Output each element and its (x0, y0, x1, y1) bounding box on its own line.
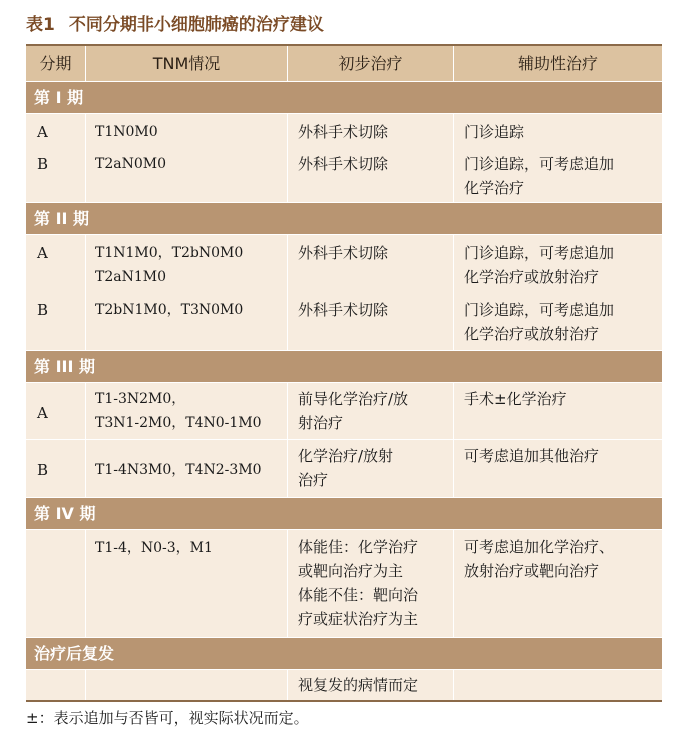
sub-stage (26, 670, 86, 700)
stage-header-row (26, 638, 662, 669)
initial-treatment-cell (288, 114, 454, 202)
initial-treatment: 外科手术切除 (298, 244, 389, 262)
adjuvant-treatment: 手术±化学治疗 (464, 390, 567, 408)
sub-stage-cell (26, 235, 86, 350)
adjuvant-treatment-cell (454, 114, 662, 202)
adjuvant-treatment: 化学治疗 (464, 179, 525, 197)
tnm-cell (86, 383, 288, 439)
initial-treatment-cell (288, 383, 454, 439)
adjuvant-treatment: 门诊追踪 (464, 123, 525, 141)
adjuvant-treatment-cell (454, 670, 662, 700)
adjuvant-treatment-cell (454, 235, 662, 350)
tnm-value: T1-4N3M0，T4N2-3M0 (86, 440, 288, 497)
tnm-value: T3N1-2M0，T4N0-1M0 (95, 415, 262, 431)
table-caption (26, 10, 324, 40)
tnm-value: T1-3N2M0， (95, 391, 186, 407)
stage-header-row (26, 351, 662, 382)
tnm-value: T1N1M0，T2bN0M0 (95, 245, 244, 261)
tnm-cell (86, 114, 288, 202)
initial-treatment: 或靶向治疗为主 (298, 562, 404, 580)
adjuvant-treatment: 门诊追踪，可考虑追加 (464, 155, 615, 173)
row-divider (26, 439, 662, 440)
tnm-cell (86, 670, 288, 700)
initial-treatment: 体能佳：化学治疗 (298, 538, 419, 556)
stage-3b-row (26, 440, 662, 497)
initial-treatment: 化学治疗/放射 (298, 447, 394, 465)
adjuvant-treatment: 门诊追踪，可考虑追加 (464, 301, 615, 319)
initial-treatment: 外科手术切除 (298, 155, 389, 173)
table-number: 表1 (26, 15, 55, 35)
stage-4-row (26, 530, 662, 637)
table-header-row (26, 46, 662, 81)
table-bottom-rule (26, 700, 662, 702)
stage-header-row (26, 203, 662, 234)
stage-header-row (26, 82, 662, 113)
initial-treatment: 前导化学治疗/放 (298, 390, 409, 408)
sub-stage: A (37, 244, 48, 262)
initial-treatment: 外科手术切除 (298, 301, 389, 319)
stage-label: 第 III 期 (34, 357, 96, 376)
initial-treatment-cell (288, 530, 454, 637)
tnm-value: T2aN1M0 (95, 269, 166, 285)
table-title: 不同分期非小细胞肺癌的治疗建议 (68, 15, 324, 35)
stage-3a-row (26, 383, 662, 439)
initial-treatment: 治疗 (298, 471, 329, 489)
initial-treatment: 射治疗 (298, 414, 344, 432)
sub-stage: A (37, 123, 48, 141)
header-tnm: TNM情况 (86, 46, 288, 81)
stage-label: 第 IV 期 (34, 504, 96, 523)
stage-2-block (26, 235, 662, 350)
adjuvant-treatment: 可考虑追加化学治疗、 (464, 538, 615, 556)
tnm-cell (86, 235, 288, 350)
stage-header-row (26, 498, 662, 529)
initial-treatment: 外科手术切除 (298, 123, 389, 141)
sub-stage: B (37, 301, 49, 319)
adjuvant-treatment-cell (454, 530, 662, 637)
initial-treatment: 视复发的病情而定 (288, 670, 454, 700)
stage-label: 第 II 期 (34, 209, 90, 228)
initial-treatment-cell (288, 235, 454, 350)
header-stage: 分期 (26, 46, 86, 81)
adjuvant-treatment: 放射治疗或靶向治疗 (464, 562, 600, 580)
adjuvant-treatment: 化学治疗或放射治疗 (464, 325, 600, 343)
treatment-table (26, 44, 662, 702)
tnm-value: T1-4，N0-3，M1 (86, 530, 288, 637)
header-adjuvant-treatment: 辅助性治疗 (517, 54, 598, 73)
initial-treatment-cell (288, 440, 454, 497)
stage-1-block (26, 114, 662, 202)
sub-stage: B (26, 440, 86, 497)
header-initial-treatment: 初步治疗 (288, 46, 454, 81)
tnm-value: T1N0M0 (95, 124, 158, 140)
sub-stage: A (26, 383, 86, 439)
adjuvant-treatment: 可考虑追加其他治疗 (464, 447, 600, 465)
adjuvant-treatment: 化学治疗或放射治疗 (464, 268, 600, 286)
initial-treatment: 体能不佳：靶向治 (298, 586, 419, 604)
tnm-value: T2bN1M0，T3N0M0 (95, 302, 244, 318)
initial-treatment: 疗或症状治疗为主 (298, 610, 419, 628)
recurrence-row (26, 670, 662, 700)
sub-stage: B (37, 155, 49, 173)
sub-stage (26, 530, 86, 637)
sub-stage-cell (26, 114, 86, 202)
adjuvant-treatment: 门诊追踪，可考虑追加 (464, 244, 615, 262)
tnm-value: T2aN0M0 (95, 156, 166, 172)
stage-label: 治疗后复发 (34, 644, 115, 663)
table-footnote: ±：表示追加与否皆可，视实际状况而定。 (26, 709, 309, 727)
stage-label: 第 I 期 (34, 88, 84, 107)
